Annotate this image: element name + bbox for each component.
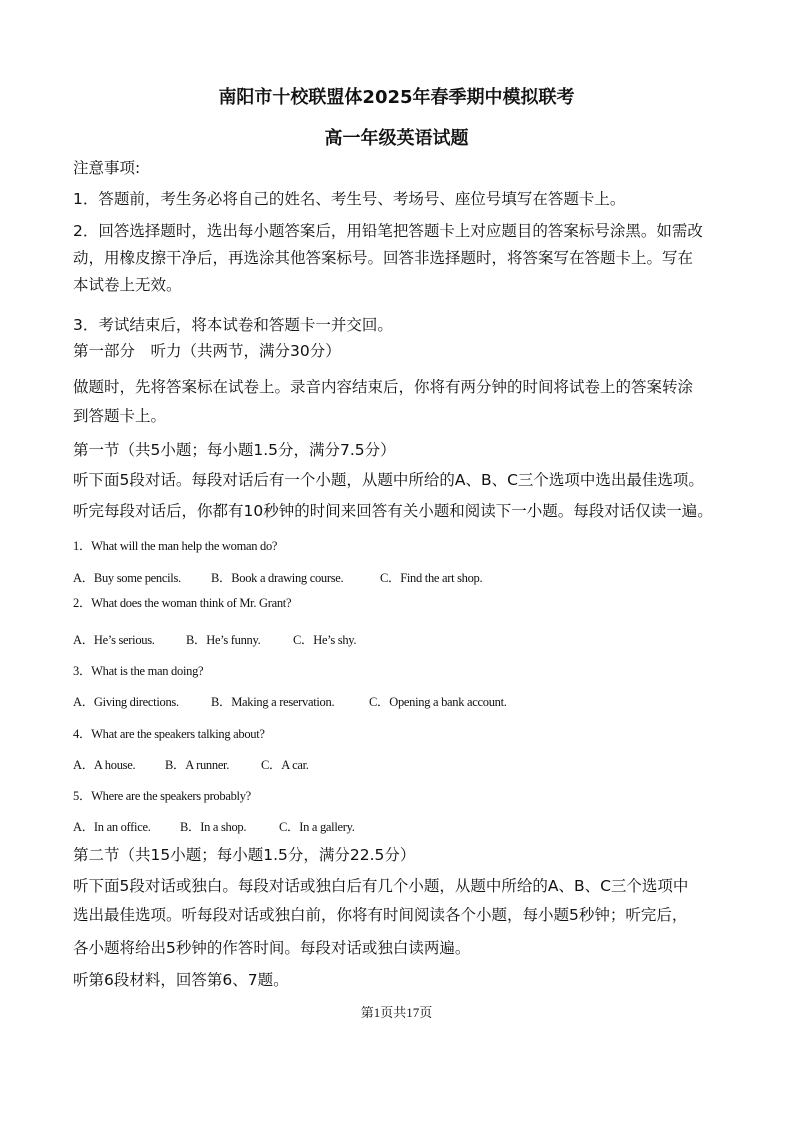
option-c: C．Find the art shop. [380,571,483,585]
option-c: C．In a gallery. [279,820,355,834]
option-a: A．Giving directions. [73,695,179,709]
option-c: C．Opening a bank account. [369,695,507,709]
question-2: 2．What does the woman think of Mr. Grant? [73,596,292,610]
part1-heading: 第一部分 听力（共两节，满分30分） [73,342,341,360]
section1-intro-line-2: 听完每段对话后，你都有10秒钟的时间来回答有关小题和阅读下一小题。每段对话仅读一遍。 [73,502,713,520]
option-a: A．He’s serious. [73,633,155,647]
section1-heading: 第一节（共5小题；每小题1.5分，满分7.5分） [73,441,396,459]
option-b: B．A runner. [165,758,230,772]
question-3: 3．What is the man doing? [73,664,204,678]
exam-title: 南阳市十校联盟体2025年春季期中模拟联考 [218,87,575,108]
option-c: C．A car. [261,758,309,772]
option-c: C．He’s shy. [293,633,357,647]
question-2-options [73,630,733,650]
part1-intro-line-1: 做题时，先将答案标在试卷上。录音内容结束后，你将有两分钟的时间将试卷上的答案转涂 [73,378,694,396]
option-b: B．He’s funny. [186,633,261,647]
notice-item-2-line-2: 动，用橡皮擦干净后，再选涂其他答案标号。回答非选择题时，将答案写在答题卡上。写在 [73,249,694,267]
option-a: A．A house. [73,758,136,772]
section2-intro-line-1: 听下面5段对话或独白。每段对话或独白后有几个小题，从题中所给的A、B、C三个选项中 [73,877,689,895]
notice-heading: 注意事项: [73,159,141,177]
notice-item-2-line-1: 2．回答选择题时，选出每小题答案后，用铅笔把答题卡上对应题目的答案标号涂黑。如需改 [73,222,703,240]
question-1-options [73,568,733,588]
page-number: 第1页共17页 [360,1005,433,1020]
section1-intro-line-1: 听下面5段对话。每段对话后有一个小题，从题中所给的A、B、C三个选项中选出最佳选项。 [73,471,704,489]
notice-item-3: 3．考试结束后，将本试卷和答题卡一并交回。 [73,316,393,334]
section2-heading: 第二节（共15小题；每小题1.5分，满分22.5分） [73,846,416,864]
part1-intro-line-2: 到答题卡上。 [73,407,167,425]
material-6-instruction: 听第6段材料，回答第6、7题。 [73,971,289,989]
question-1: 1．What will the man help the woman do? [73,539,278,553]
section2-intro-line-2: 选出最佳选项。听每段对话或独白前，你将有时间阅读各个小题，每小题5秒钟；听完后， [73,906,688,924]
question-4: 4．What are the speakers talking about? [73,727,265,741]
question-3-options [73,692,733,712]
exam-subtitle: 高一年级英语试题 [324,128,469,149]
option-b: B．In a shop. [180,820,247,834]
option-a: A．Buy some pencils. [73,571,181,585]
section2-intro-line-3: 各小题将给出5秒钟的作答时间。每段对话或独白读两遍。 [73,939,471,957]
question-5-options [73,817,733,837]
question-4-options [73,755,733,775]
notice-item-1: 1．答题前，考生务必将自己的姓名、考生号、考场号、座位号填写在答题卡上。 [73,190,626,208]
option-a: A．In an office. [73,820,151,834]
notice-item-2-line-3: 本试卷上无效。 [73,276,182,294]
question-5: 5．Where are the speakers probably? [73,789,251,803]
option-b: B．Making a reservation. [211,695,335,709]
option-b: B．Book a drawing course. [211,571,344,585]
